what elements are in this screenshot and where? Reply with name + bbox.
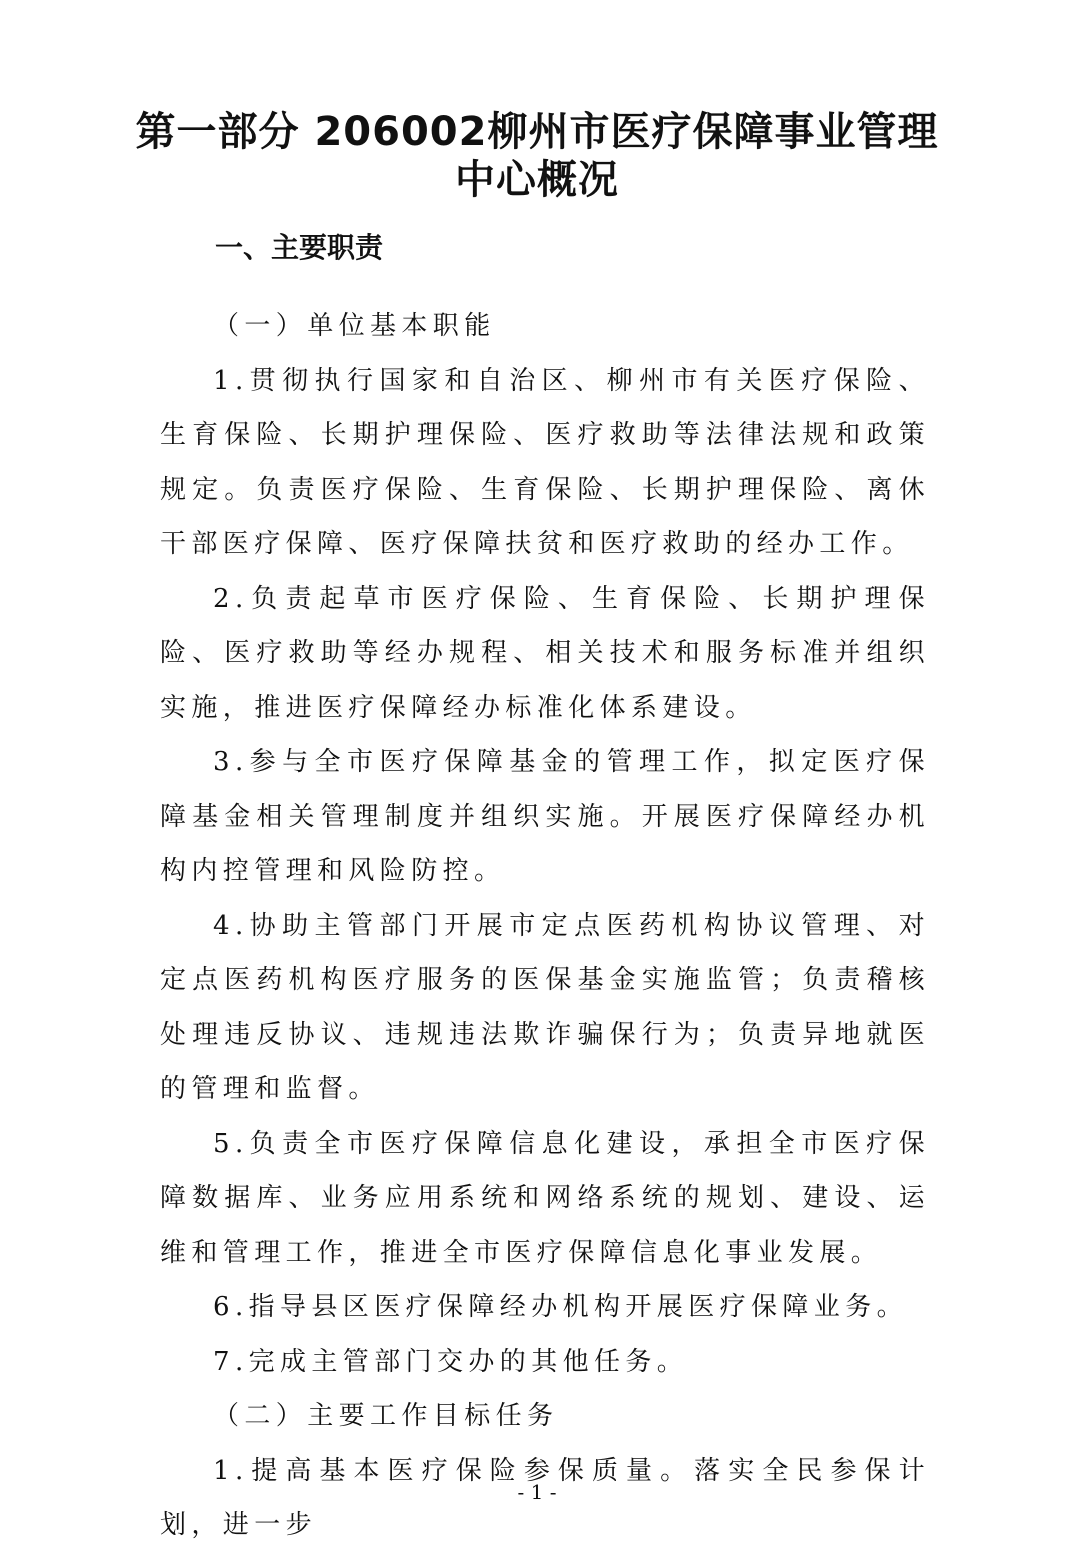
page-title: [120, 108, 954, 204]
paragraph-1: 1.贯彻执行国家和自治区、柳州市有关医疗保险、生育保险、长期护理保险、医疗救助等法律法规和政策规定。负责医疗保险、生育保险、长期护理保险、离休干部医疗保障、医疗保障扶贫和医疗救助的经办工作。: [160, 365, 930, 559]
body-text: [160, 299, 930, 1553]
paragraph-2: 2.负责起草市医疗保险、生育保险、长期护理保险、医疗救助等经办规程、相关技术和服务标准并组织实施，推进医疗保障经办标准化体系建设。: [160, 583, 930, 723]
paragraph-8: 1.提高基本医疗保险参保质量。落实全民参保计划，进一步: [160, 1455, 930, 1540]
paragraph-6: 6.指导县区医疗保障经办机构开展医疗保障业务。: [213, 1292, 909, 1322]
section-heading-duties: 一、主要职责: [215, 231, 384, 264]
paragraph-4: 4.协助主管部门开展市定点医药机构协议管理、对定点医药机构医疗服务的医保基金实施监管；负责稽核处理违反协议、违规违法欺诈骗保行为；负责异地就医的管理和监督。: [160, 910, 930, 1104]
page-number: - 1 -: [517, 1480, 557, 1504]
subheading-basic-functions: （一）单位基本职能: [213, 311, 496, 341]
paragraph-3: 3.参与全市医疗保障基金的管理工作，拟定医疗保障基金相关管理制度并组织实施。开展医疗保障经办机构内控管理和风险防控。: [160, 747, 930, 886]
title-line-2: 中心概况: [455, 157, 619, 203]
paragraph-7: 7.完成主管部门交办的其他任务。: [213, 1346, 689, 1377]
paragraph-5: 5.负责全市医疗保障信息化建设，承担全市医疗保障数据库、业务应用系统和网络系统的规划、建设、运维和管理工作，推进全市医疗保障信息化事业发展。: [160, 1128, 930, 1268]
title-line-1: 第一部分 206002柳州市医疗保障事业管理: [135, 109, 939, 155]
subheading-main-tasks: （二）主要工作目标任务: [213, 1401, 559, 1431]
